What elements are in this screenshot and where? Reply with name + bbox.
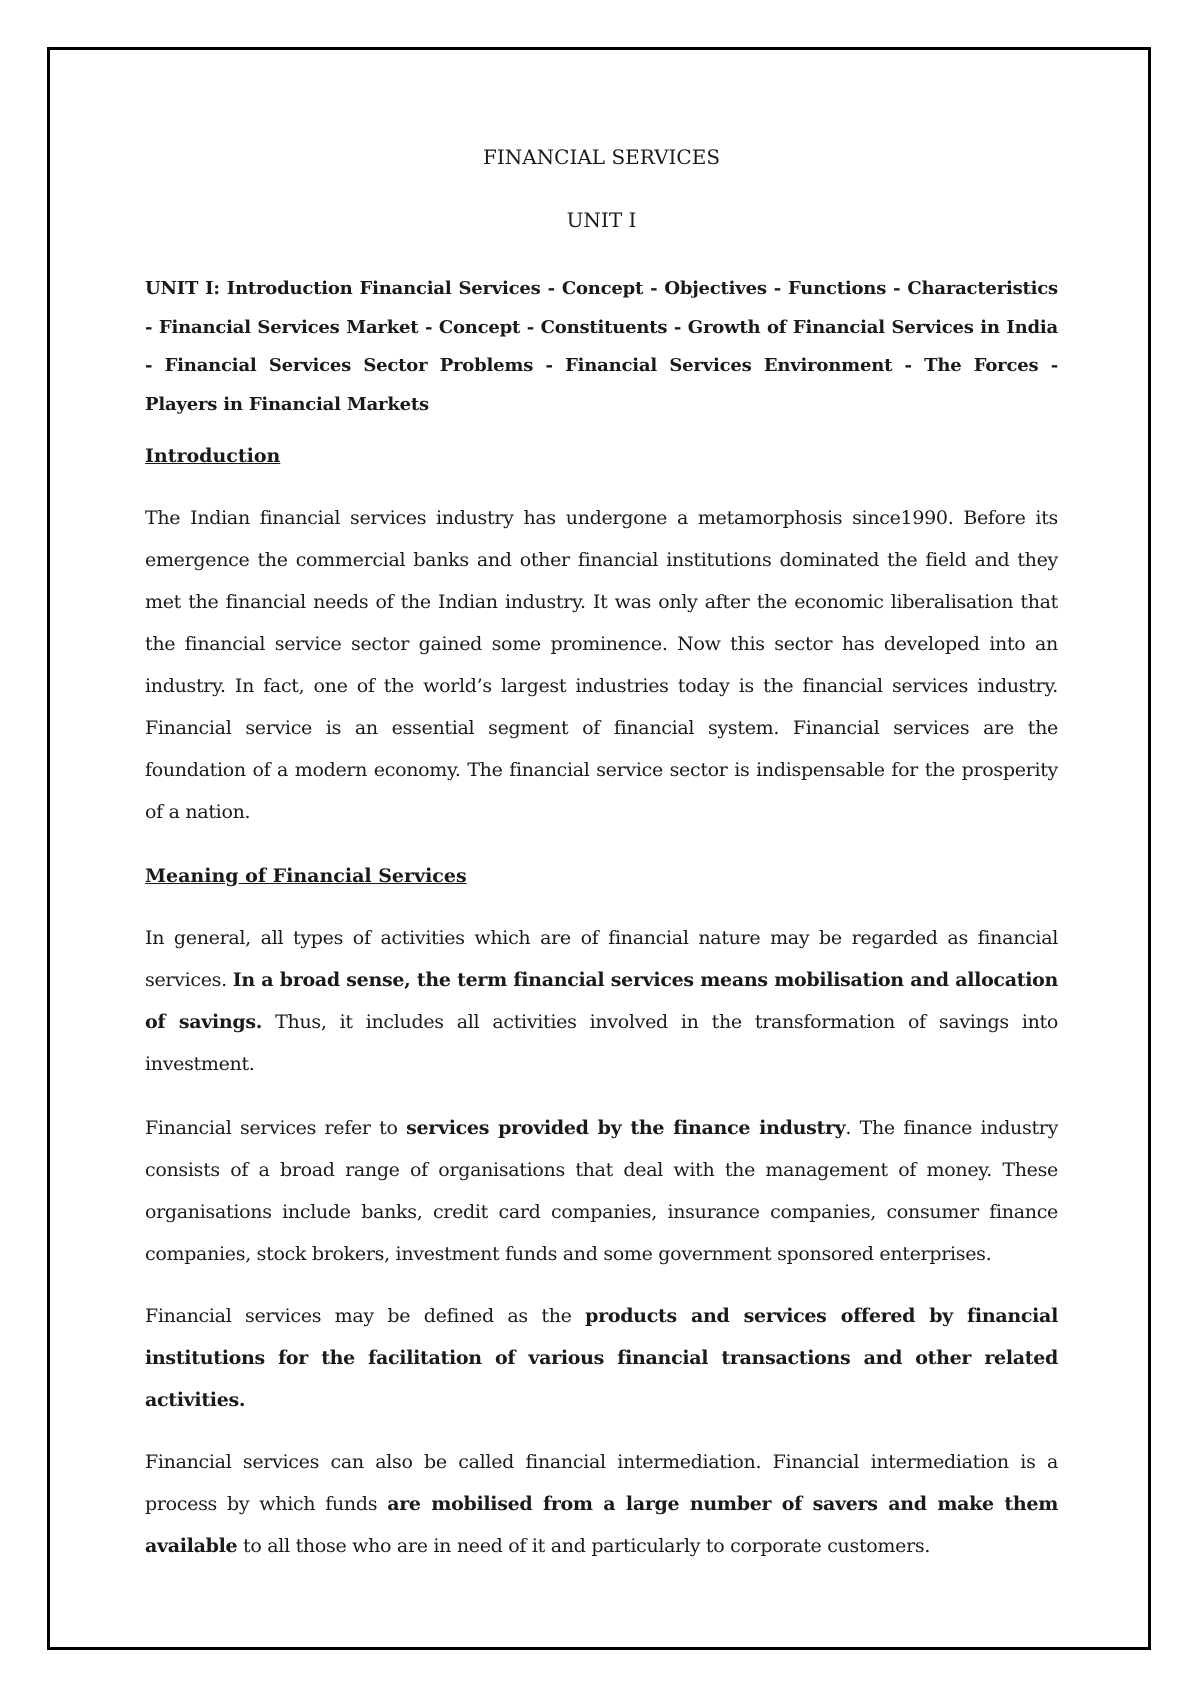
meaning-p1-text-end: Thus, it includes all activities involved in the transformation of savings into investment. — [145, 1011, 1059, 1075]
meaning-paragraph-1 — [145, 917, 1058, 1085]
meaning-p3-bold: products and services offered by financial institutions for the facilitation of various financial transactions and other related activities. — [145, 1305, 1058, 1411]
introduction-heading: Introduction — [145, 445, 281, 467]
meaning-p4-bold: are mobilised from a large number of savers and make them available — [145, 1493, 1058, 1557]
meaning-paragraph-3 — [145, 1295, 1058, 1421]
meaning-paragraph-2 — [145, 1107, 1058, 1275]
meaning-p1-bold: In a broad sense, the term financial services means mobilisation and allocation of savings. — [145, 969, 1058, 1033]
meaning-p4-text-end: to all those who are in need of it and particularly to corporate customers. — [237, 1535, 931, 1557]
introduction-paragraph: The Indian financial services industry has undergone a metamorphosis since1990. Before its emergence the commercial banks and other financial institutions dominated the field and they met the financial needs of the Indian industry. It was only after the economic liberalisation that the financial service sector gained some prominence. Now this sector has developed into an industry. In fact, one of the world’s largest industries today is the financial services industry. Financial service is an essential segment of financial system. Financial services are the foundation of a modern economy. The financial service sector is indispensable for the prosperity of a nation. — [145, 507, 1058, 823]
meaning-p3-text: Financial services may be defined as the — [145, 1305, 586, 1327]
unit-title: UNIT I — [566, 208, 637, 232]
meaning-p2-text-end: . The finance industry consists of a broad range of organisations that deal with the management of money. These organisations include banks, credit card companies, insurance companies, consumer finance companies, stock brokers, investment funds and some government sponsored enterprises. — [145, 1117, 1058, 1265]
meaning-p1-text: In general, all types of activities which are of financial nature may be regarded as financial services. — [145, 927, 1058, 991]
meaning-p2-text: Financial services refer to — [145, 1117, 407, 1139]
meaning-p4-text: Financial services can also be called financial intermediation. Financial intermediation is a process by which funds — [145, 1451, 1058, 1515]
meaning-heading: Meaning of Financial Services — [145, 865, 467, 887]
meaning-p2-bold: services provided by the finance industry — [406, 1117, 846, 1139]
document-title: FINANCIAL SERVICES — [482, 145, 721, 169]
unit-summary: UNIT I: Introduction Financial Services - Concept - Objectives - Functions - Characteristics - Financial Services Market - Concept - Constituents - Growth of Financial Services in India - Financial Services Sector Problems - Financial Services Environment - The Forces - Players in Financial Markets — [145, 278, 1058, 415]
meaning-paragraph-4 — [145, 1441, 1058, 1567]
